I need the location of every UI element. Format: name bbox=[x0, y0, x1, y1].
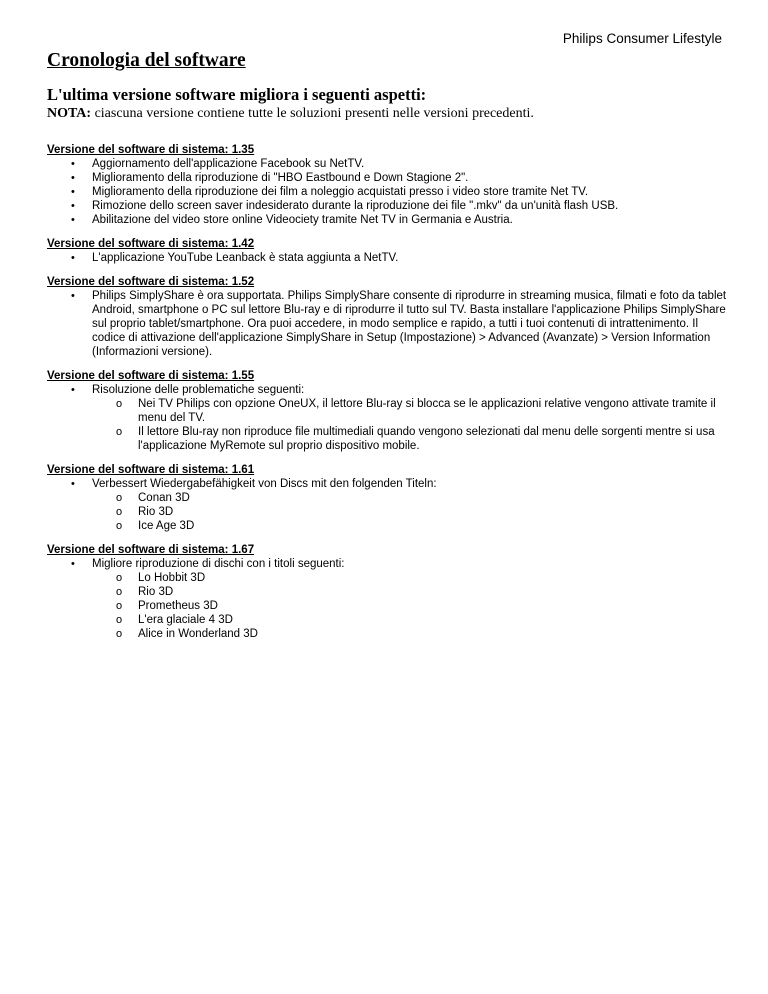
change-item bbox=[47, 199, 727, 213]
note-text: ciascuna versione contiene tutte le soluzioni presenti nelle versioni precedenti. bbox=[91, 106, 534, 121]
circle-bullet-icon: o bbox=[116, 506, 123, 518]
sub-list bbox=[92, 491, 727, 533]
change-item bbox=[47, 557, 727, 641]
change-item bbox=[47, 477, 727, 533]
sub-item-text: Nei TV Philips con opzione OneUX, il lettore Blu-ray si blocca se le applicazioni relative vengono attivate tramite il menu del TV. bbox=[138, 398, 716, 424]
version-section bbox=[47, 275, 727, 359]
change-item-text: Abilitazione del video store online Videociety tramite Net TV in Germania e Austria. bbox=[92, 214, 513, 226]
sub-item bbox=[47, 425, 727, 453]
change-item bbox=[47, 157, 727, 171]
sub-list bbox=[92, 571, 727, 641]
sub-item-text: Conan 3D bbox=[138, 492, 190, 504]
bullet-icon: • bbox=[71, 478, 75, 490]
sub-item bbox=[47, 519, 727, 533]
circle-bullet-icon: o bbox=[116, 398, 123, 410]
change-item bbox=[47, 185, 727, 199]
bullet-icon: • bbox=[71, 186, 75, 198]
sub-item bbox=[47, 491, 727, 505]
circle-bullet-icon: o bbox=[116, 492, 123, 504]
version-section bbox=[47, 463, 727, 533]
change-item-text: Miglioramento della riproduzione dei film a noleggio acquistati presso i video store tramite Net TV. bbox=[92, 186, 589, 198]
version-heading: Versione del software di sistema: 1.61 bbox=[47, 464, 255, 476]
bullet-icon: • bbox=[71, 214, 75, 226]
version-section bbox=[47, 369, 727, 453]
circle-bullet-icon: o bbox=[116, 600, 123, 612]
sub-item bbox=[47, 613, 727, 627]
circle-bullet-icon: o bbox=[116, 572, 123, 584]
change-item bbox=[47, 383, 727, 453]
circle-bullet-icon: o bbox=[116, 520, 123, 532]
sub-item-text: Rio 3D bbox=[138, 506, 174, 518]
page-subtitle: L'ultima versione software migliora i seguenti aspetti: bbox=[47, 85, 427, 104]
sub-item-text: Ice Age 3D bbox=[138, 520, 195, 532]
change-item-text: Rimozione dello screen saver indesiderato durante la riproduzione dei file ".mkv" da un'unità flash USB. bbox=[92, 200, 619, 212]
change-item-text: Risoluzione delle problematiche seguenti: bbox=[92, 384, 305, 396]
note-paragraph bbox=[47, 105, 727, 123]
bullet-icon: • bbox=[71, 384, 75, 396]
change-list bbox=[47, 251, 727, 265]
change-item-text: Aggiornamento dell'applicazione Facebook su NetTV. bbox=[92, 158, 365, 170]
circle-bullet-icon: o bbox=[116, 586, 123, 598]
change-item bbox=[47, 289, 727, 359]
version-heading: Versione del software di sistema: 1.42 bbox=[47, 238, 255, 250]
change-item-text: Miglioramento della riproduzione di "HBO Eastbound e Down Stagione 2". bbox=[92, 172, 469, 184]
sub-item bbox=[47, 397, 727, 425]
sub-item bbox=[47, 627, 727, 641]
bullet-icon: • bbox=[71, 158, 75, 170]
sub-item-text: L'era glaciale 4 3D bbox=[138, 614, 233, 626]
version-sections bbox=[47, 143, 727, 641]
sub-item-text: Lo Hobbit 3D bbox=[138, 572, 206, 584]
change-item bbox=[47, 213, 727, 227]
change-list bbox=[47, 157, 727, 227]
note-label: NOTA: bbox=[47, 106, 92, 121]
sub-item-text: Rio 3D bbox=[138, 586, 174, 598]
sub-item bbox=[47, 599, 727, 613]
circle-bullet-icon: o bbox=[116, 426, 123, 438]
change-item-text: Verbessert Wiedergabefähigkeit von Discs mit den folgenden Titeln: bbox=[92, 478, 437, 490]
change-list bbox=[47, 477, 727, 533]
bullet-icon: • bbox=[71, 290, 75, 302]
change-list bbox=[47, 289, 727, 359]
circle-bullet-icon: o bbox=[116, 614, 123, 626]
document-body bbox=[47, 49, 727, 651]
change-list bbox=[47, 557, 727, 641]
version-section bbox=[47, 543, 727, 641]
version-heading: Versione del software di sistema: 1.55 bbox=[47, 370, 255, 382]
sub-item-text: Alice in Wonderland 3D bbox=[138, 628, 258, 640]
change-list bbox=[47, 383, 727, 453]
circle-bullet-icon: o bbox=[116, 628, 123, 640]
change-item bbox=[47, 251, 727, 265]
bullet-icon: • bbox=[71, 200, 75, 212]
sub-item bbox=[47, 505, 727, 519]
bullet-icon: • bbox=[71, 252, 75, 264]
change-item-text: Migliore riproduzione di dischi con i titoli seguenti: bbox=[92, 558, 345, 570]
sub-item-text: Il lettore Blu-ray non riproduce file multimediali quando vengono selezionati dal menu delle sorgenti mentre si usa l'applicazione MyRemote sul proprio dispositivo mobile. bbox=[138, 426, 715, 452]
change-item-text: L'applicazione YouTube Leanback è stata aggiunta a NetTV. bbox=[92, 252, 399, 264]
version-heading: Versione del software di sistema: 1.52 bbox=[47, 276, 255, 288]
sub-list bbox=[92, 397, 727, 453]
bullet-icon: • bbox=[71, 172, 75, 184]
sub-item bbox=[47, 585, 727, 599]
page-title: Cronologia del software bbox=[47, 50, 246, 71]
change-item-text: Philips SimplyShare è ora supportata. Philips SimplyShare consente di riprodurre in streaming musica, filmati e foto da tablet Android, smartphone o PC sul lettore Blu-ray e di riprodurre il tutto sul TV. Basta installare l'applicazione Philips SimplyShare sul proprio tablet/smartphone. Ora puoi accedere, in modo semplice e rapido, a tutti i tuoi contenuti di intrattenimento. Il codice di attivazione dell'applicazione SimplyShare in Setup (Impostazione) > Advanced (Avanzate) > Version Information (Informazioni versione). bbox=[92, 290, 727, 358]
version-heading: Versione del software di sistema: 1.35 bbox=[47, 144, 255, 156]
brand-header: Philips Consumer Lifestyle bbox=[562, 31, 722, 46]
version-section bbox=[47, 237, 727, 265]
sub-item-text: Prometheus 3D bbox=[138, 600, 218, 612]
version-heading: Versione del software di sistema: 1.67 bbox=[47, 544, 255, 556]
version-section bbox=[47, 143, 727, 227]
bullet-icon: • bbox=[71, 558, 75, 570]
sub-item bbox=[47, 571, 727, 585]
change-item bbox=[47, 171, 727, 185]
